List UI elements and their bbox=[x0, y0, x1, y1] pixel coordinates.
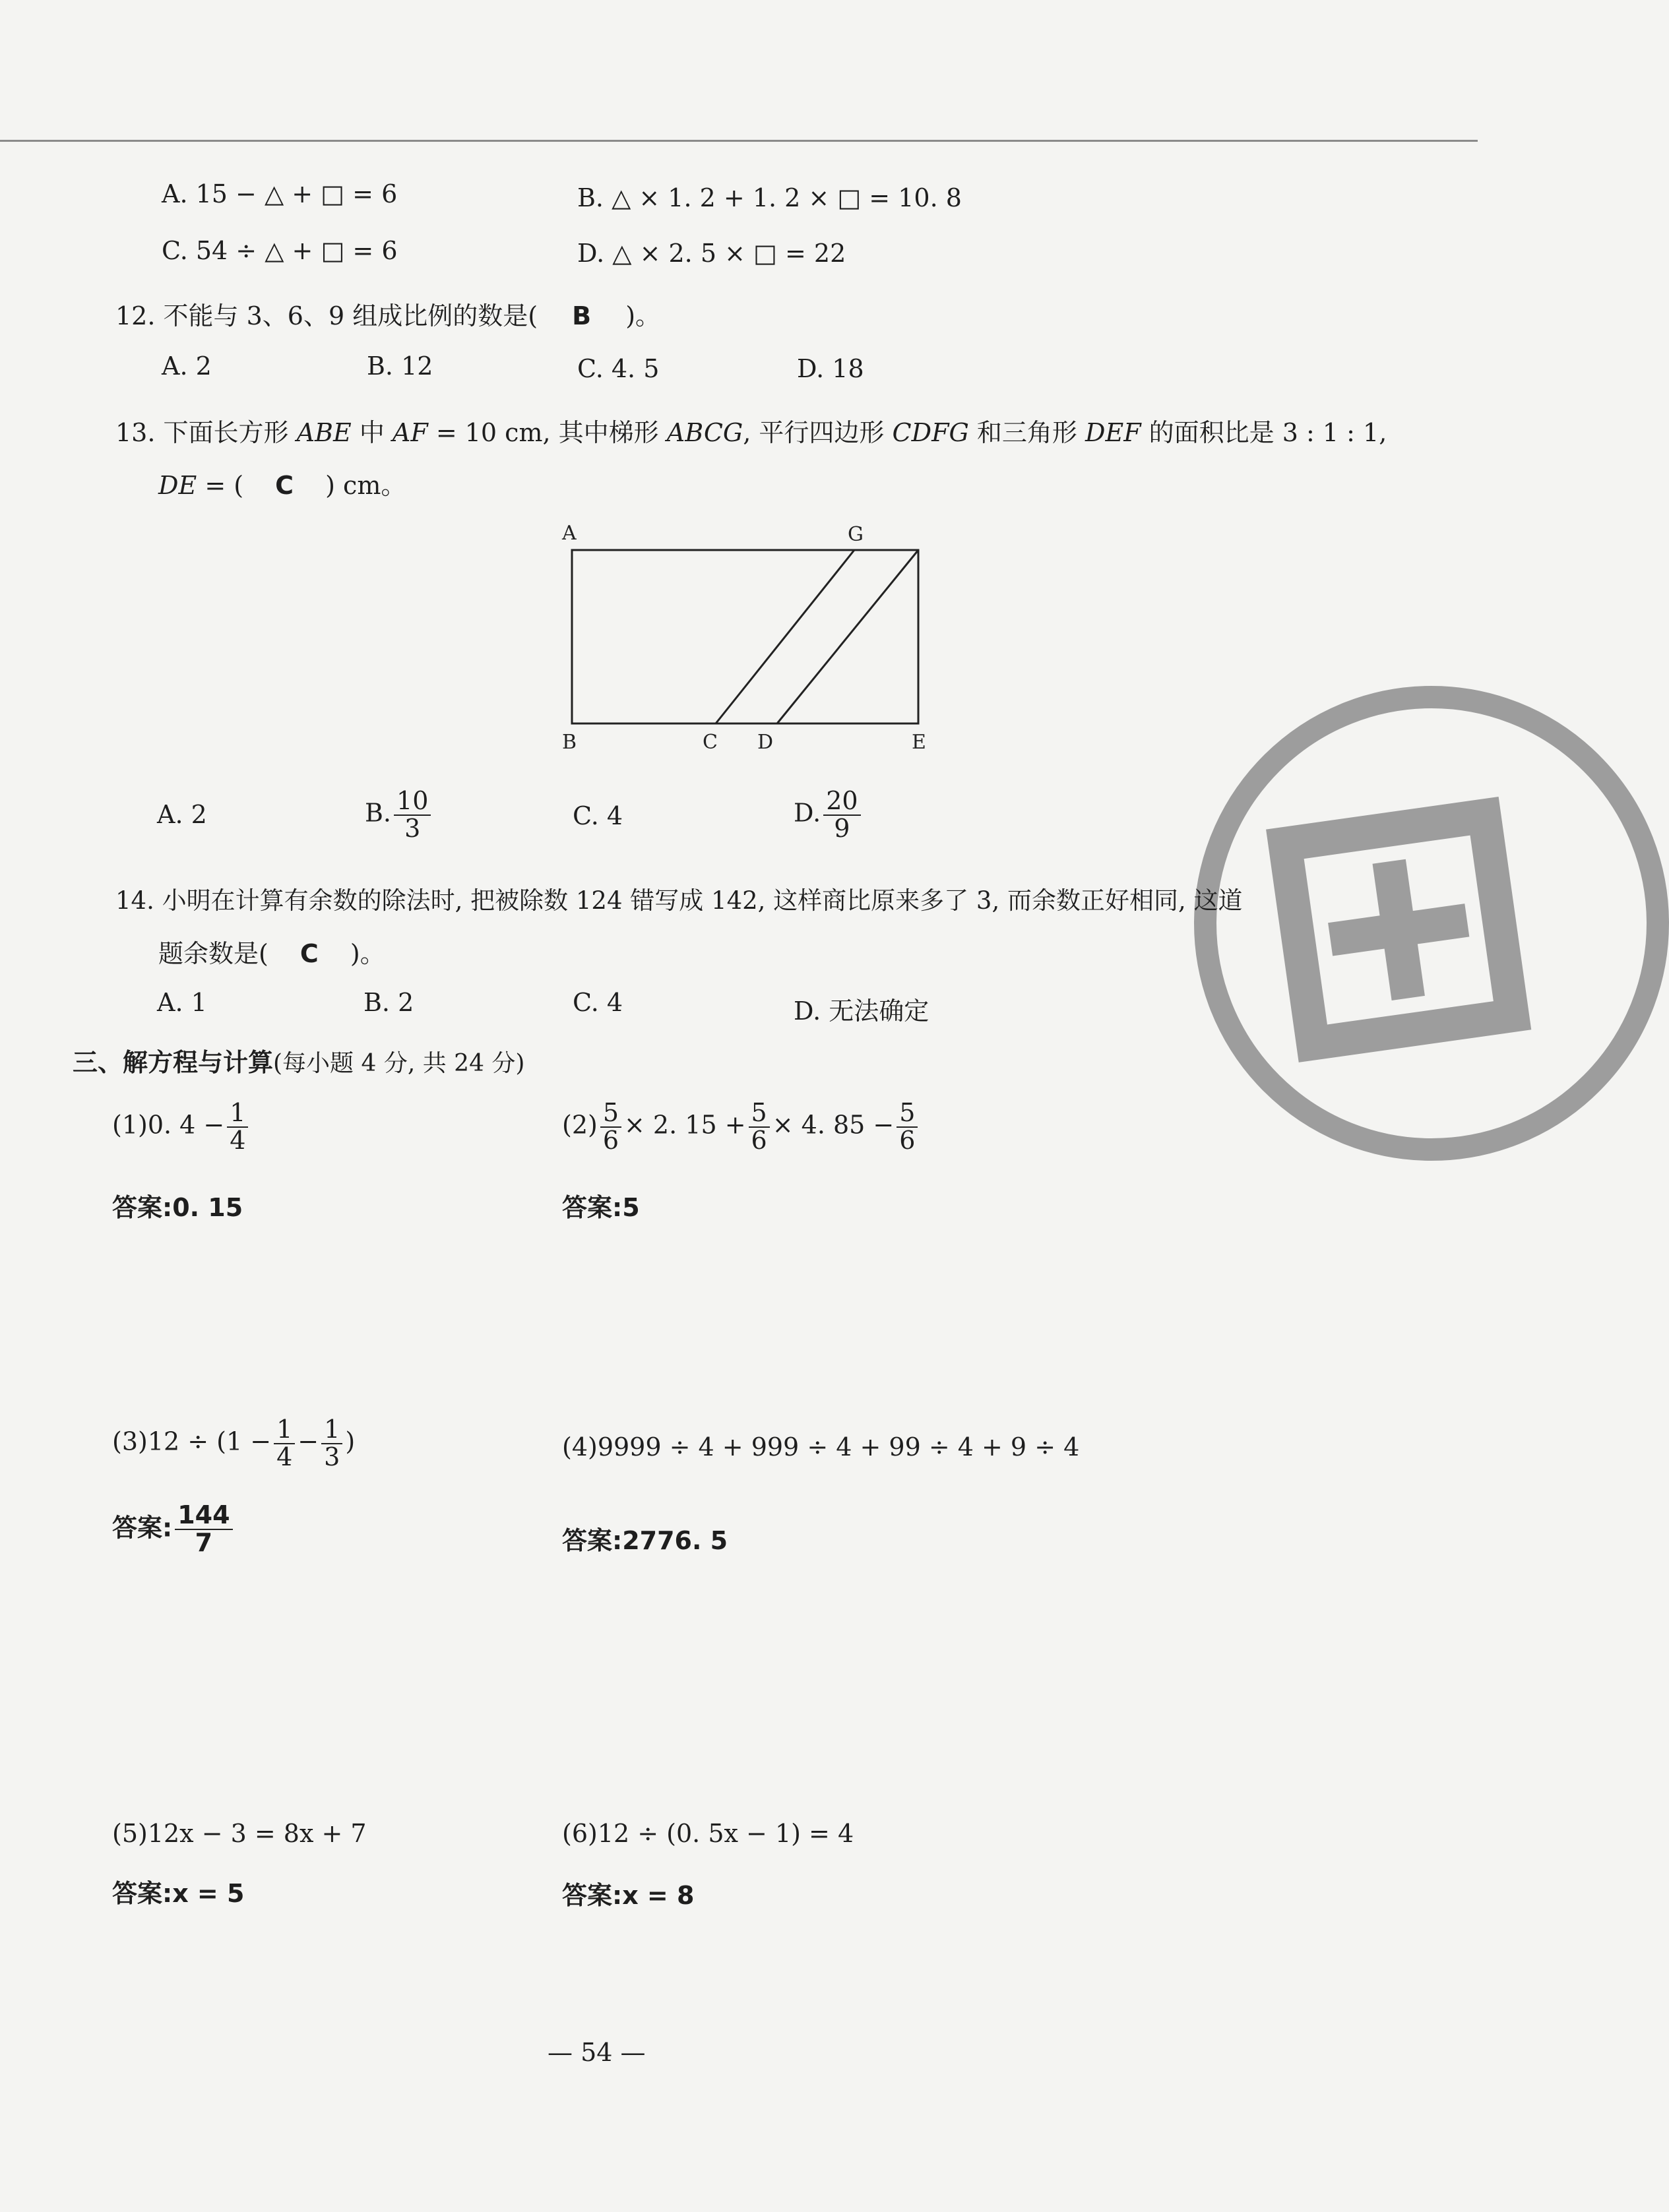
label-d: D bbox=[757, 731, 774, 754]
section-3-heading bbox=[73, 1042, 524, 1078]
q14-stem-line2 bbox=[158, 933, 385, 969]
label-a: A bbox=[562, 522, 577, 545]
q13-option-d-fraction: $\frac{20}{9}$ bbox=[823, 788, 860, 842]
problem-4-answer: 答案:2776. 5 bbox=[562, 1526, 728, 1555]
q14-option-c: C. 4 bbox=[573, 988, 623, 1017]
q12-option-b: B. 12 bbox=[367, 352, 433, 381]
q13-var-abe: ABE bbox=[296, 418, 352, 447]
q13-line2-suffix: ) cm。 bbox=[325, 471, 406, 500]
q11-option-d: D. △ × 2. 5 × □ = 22 bbox=[577, 239, 846, 268]
problem-1-answer: 答案:0. 15 bbox=[112, 1193, 243, 1222]
q13-var-abcg: ABCG bbox=[666, 418, 743, 447]
label-b: B bbox=[562, 731, 577, 754]
q14-option-a: A. 1 bbox=[157, 988, 207, 1017]
problem-2-fraction-3: $\frac{5}{6}$ bbox=[897, 1100, 918, 1154]
q13-var-af: AF bbox=[392, 418, 428, 447]
q14-line2-suffix: )。 bbox=[350, 939, 385, 968]
q12-answer: B bbox=[572, 301, 592, 330]
q13-var-de: DE bbox=[158, 471, 197, 500]
section-3-note: (每小题 4 分, 共 24 分) bbox=[273, 1050, 525, 1077]
q13-stem-line1 bbox=[115, 412, 1387, 448]
problem-3-close: ) bbox=[345, 1427, 356, 1456]
label-e: E bbox=[912, 731, 926, 754]
q12-option-c: C. 4. 5 bbox=[577, 354, 660, 383]
q13-stem-mid4: 和三角形 bbox=[976, 418, 1077, 447]
problem-2-fraction-2: $\frac{5}{6}$ bbox=[749, 1100, 770, 1154]
q11-option-b: B. △ × 1. 2 + 1. 2 × □ = 10. 8 bbox=[577, 183, 962, 212]
q13-option-a: A. 2 bbox=[157, 800, 207, 829]
q14-option-d: D. 无法确定 bbox=[794, 997, 929, 1026]
problem-3 bbox=[112, 1417, 355, 1471]
problem-3-fraction-1: $\frac{1}{4}$ bbox=[274, 1417, 295, 1471]
page-number: — 54 — bbox=[548, 2038, 646, 2067]
problem-5: (5)12x − 3 = 8x + 7 bbox=[112, 1819, 367, 1848]
label-c: C bbox=[703, 731, 718, 754]
q12-stem-suffix: )。 bbox=[625, 301, 661, 330]
problem-6: (6)12 ÷ (0. 5x − 1) = 4 bbox=[562, 1819, 854, 1848]
q13-stem-line2 bbox=[158, 465, 406, 501]
problem-2-mid1: × 2. 15 + bbox=[624, 1110, 746, 1140]
stamp-seal-icon: ⊞ bbox=[1226, 700, 1567, 1137]
q13-var-def: DEF bbox=[1085, 418, 1141, 447]
problem-3-answer bbox=[112, 1502, 236, 1556]
segment-df bbox=[777, 550, 918, 723]
q12-option-a: A. 2 bbox=[162, 352, 212, 381]
header-rule bbox=[0, 140, 1478, 142]
q13-option-d bbox=[794, 788, 864, 842]
problem-3-label: (3)12 ÷ (1 − bbox=[112, 1427, 272, 1456]
problem-5-answer: 答案:x = 5 bbox=[112, 1879, 245, 1908]
q13-stem-mid2: = 10 cm, 其中梯形 bbox=[435, 418, 659, 447]
problem-2 bbox=[562, 1100, 920, 1154]
q13-stem-prefix: 13. 下面长方形 bbox=[115, 418, 289, 447]
problem-2-answer: 答案:5 bbox=[562, 1193, 640, 1222]
problem-1-label: (1)0. 4 − bbox=[112, 1110, 225, 1140]
label-g: G bbox=[848, 523, 864, 546]
q14-line2-prefix: 题余数是( bbox=[158, 939, 268, 968]
rectangle-abe bbox=[572, 550, 918, 723]
problem-6-answer: 答案:x = 8 bbox=[562, 1881, 695, 1910]
problem-3-answer-fraction: $\frac{144}{7}$ bbox=[175, 1502, 232, 1556]
q12-option-d: D. 18 bbox=[797, 354, 864, 383]
q12-stem bbox=[115, 295, 660, 332]
q13-option-b bbox=[365, 788, 433, 842]
q13-stem-mid5: 的面积比是 3 : 1 : 1, bbox=[1149, 418, 1387, 447]
q11-option-c: C. 54 ÷ △ + □ = 6 bbox=[162, 236, 398, 265]
q13-stem-mid3: , 平行四边形 bbox=[743, 418, 885, 447]
q13-option-b-prefix: B. bbox=[365, 798, 392, 828]
q11-option-a: A. 15 − △ + □ = 6 bbox=[162, 179, 398, 208]
q13-figure bbox=[554, 521, 937, 758]
problem-3-mid: − bbox=[298, 1427, 319, 1456]
q13-stem-mid1: 中 bbox=[359, 418, 385, 447]
problem-4: (4)9999 ÷ 4 + 999 ÷ 4 + 99 ÷ 4 + 9 ÷ 4 bbox=[562, 1432, 1080, 1461]
problem-2-label: (2) bbox=[562, 1110, 598, 1140]
problem-3-fraction-2: $\frac{1}{3}$ bbox=[321, 1417, 342, 1471]
q13-option-c: C. 4 bbox=[573, 801, 623, 830]
q13-line2-prefix: = ( bbox=[205, 471, 244, 500]
q14-answer: C bbox=[299, 939, 319, 968]
q12-stem-prefix: 12. 不能与 3、6、9 组成比例的数是( bbox=[115, 301, 538, 330]
problem-1 bbox=[112, 1100, 251, 1154]
section-3-title: 三、解方程与计算 bbox=[73, 1048, 274, 1077]
q13-var-cdfg: CDFG bbox=[892, 418, 969, 447]
q13-option-b-fraction: $\frac{10}{3}$ bbox=[394, 788, 431, 842]
problem-2-mid2: × 4. 85 − bbox=[772, 1110, 895, 1140]
problem-3-answer-prefix: 答案: bbox=[112, 1513, 173, 1543]
q14-option-b: B. 2 bbox=[363, 988, 414, 1017]
q14-stem-line1: 14. 小明在计算有余数的除法时, 把被除数 124 错写成 142, 这样商比原来多了 3, 而余数正好相同, 这道 bbox=[115, 886, 1243, 915]
problem-2-fraction-1: $\frac{5}{6}$ bbox=[600, 1100, 621, 1154]
segment-cg bbox=[716, 550, 854, 723]
q13-option-d-prefix: D. bbox=[794, 798, 821, 828]
problem-1-fraction: $\frac{1}{4}$ bbox=[227, 1100, 248, 1154]
q13-answer: C bbox=[275, 471, 294, 500]
